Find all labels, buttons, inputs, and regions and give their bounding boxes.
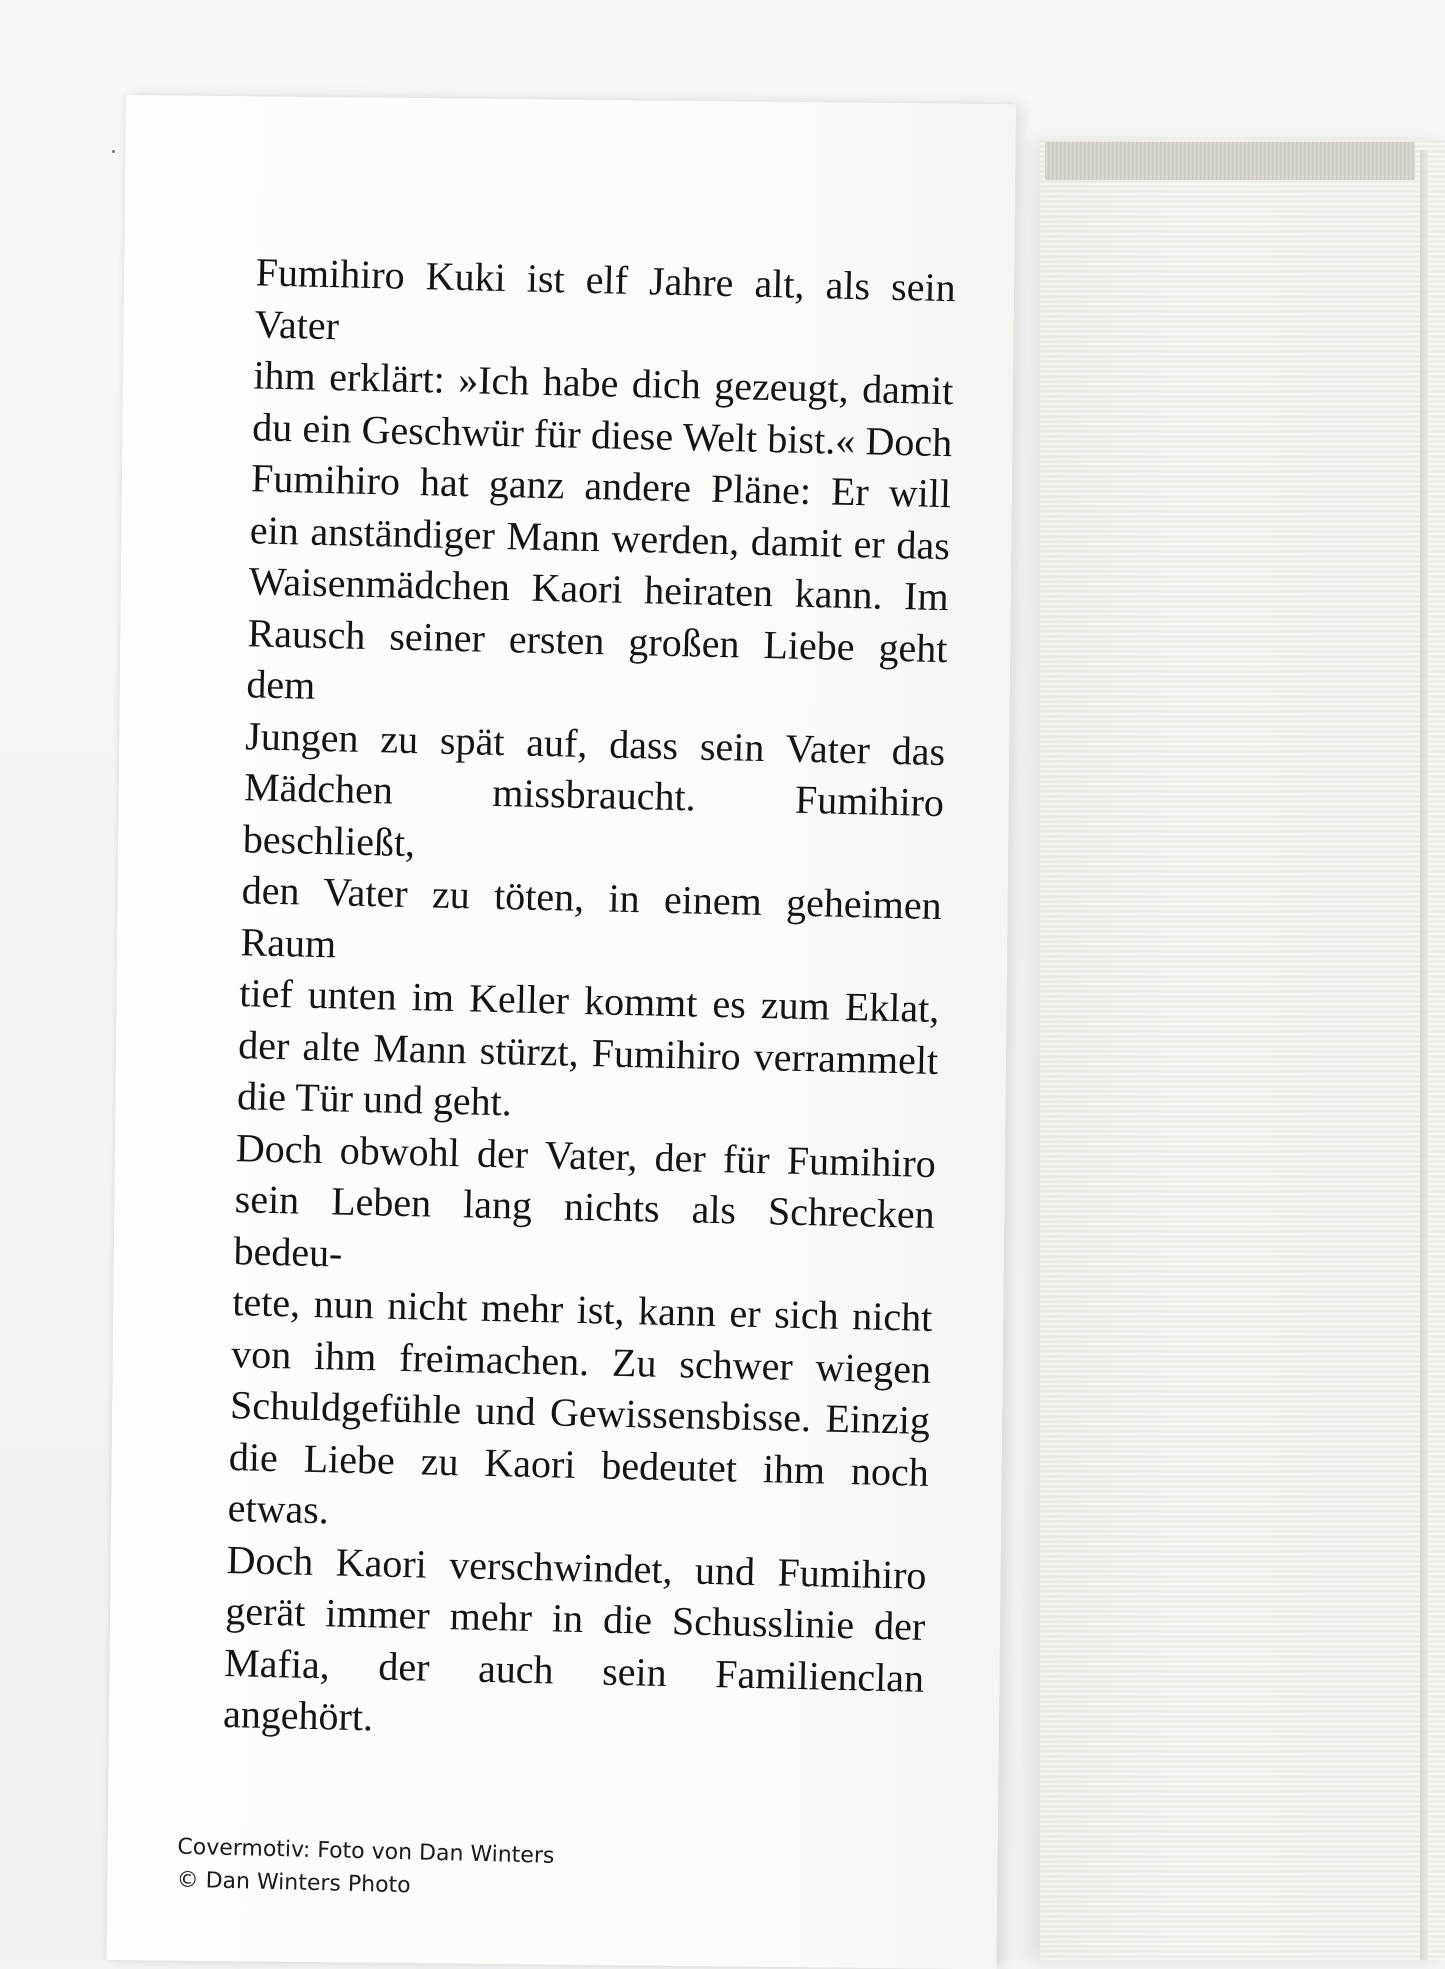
blurb-line: Mädchen missbraucht. Fumihiro beschließt, — [242, 764, 945, 865]
blurb-paragraph — [223, 1122, 937, 1756]
dust-speck — [112, 150, 115, 153]
blurb-line: Fumihiro Kuki ist elf Jahre alt, als sein Vater — [254, 249, 957, 348]
blurb-line: Doch obwohl der Vater, der für Fumihiro — [235, 1124, 937, 1186]
blurb-line: ihm erklärt: »Ich habe dich gezeugt, damit — [252, 352, 954, 414]
blurb-line: Waisenmädchen Kaori heiraten kann. Im — [248, 558, 950, 620]
blurb-line: von ihm freimachen. Zu schwer wiegen — [230, 1330, 932, 1392]
dust-jacket-flap — [106, 95, 1015, 1969]
blurb-line: gerät immer mehr in die Schusslinie der — [224, 1588, 926, 1649]
blurb-line: Mafia, der auch sein Familienclan angehört. — [222, 1639, 925, 1740]
blurb-line: Jungen zu spät auf, dass sein Vater das — [244, 712, 946, 774]
blurb-line: der alte Mann stürzt, Fumihiro verrammelt — [237, 1021, 939, 1083]
cover-credit-line: Covermotiv: Foto von Dan Winters — [177, 1834, 555, 1869]
cover-spine — [1420, 150, 1428, 1960]
blurb-line: den Vater zu töten, in einem geheimen Raum — [240, 867, 943, 966]
blurb-paragraph — [237, 246, 957, 1137]
blurb-line: tete, nun nicht mehr ist, kann er sich nicht — [231, 1279, 933, 1340]
blurb-line: Rausch seiner ersten großen Liebe geht dem — [245, 609, 948, 708]
blurb-line: die Liebe zu Kaori bedeutet ihm noch etwas. — [227, 1433, 930, 1533]
cover-credit-line: © Dan Winters Photo — [176, 1867, 411, 1899]
blurb-line: die Tür und geht. — [236, 1073, 513, 1125]
blurb-line: ein anständiger Mann werden, damit er das — [249, 506, 951, 568]
blurb-line: Fumihiro hat ganz andere Pläne: Er will — [250, 455, 952, 517]
blurb-line: tief unten im Keller kommt es zum Eklat, — [238, 970, 940, 1032]
blurb-line: Doch Kaori verschwindet, und Fumihiro — [226, 1536, 927, 1598]
cover-credits — [176, 1831, 637, 1908]
blurb-line: sein Leben lang nichts als Schrecken bedeu- — [233, 1176, 936, 1276]
blurb-text — [223, 246, 957, 1755]
blurb-line: du ein Geschwür für diese Welt bist.« Doch — [251, 403, 953, 465]
blurb-line: Schuldgefühle und Gewissensbisse. Einzig — [229, 1382, 931, 1443]
book-cover — [1040, 140, 1445, 1960]
cover-top-edge — [1045, 142, 1415, 180]
